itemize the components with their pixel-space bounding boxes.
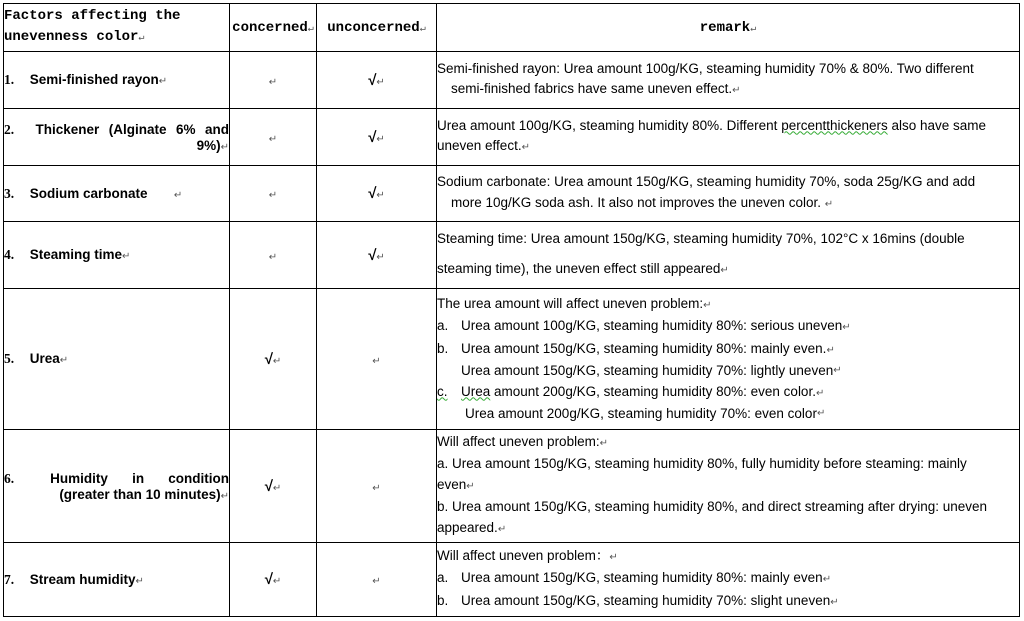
remark-line: more 10g/KG soda ash. It also not improves the uneven color. ↵ <box>451 194 834 210</box>
remark-line: semi-finished fabrics have same uneven effect.↵ <box>451 81 741 96</box>
remark-cell <box>437 109 1020 166</box>
table-row <box>4 289 1020 430</box>
factor-cell: 3. Sodium carbonate ↵ <box>4 166 230 222</box>
header-remark: remark↵ <box>437 4 1020 52</box>
factor-line: 9%)↵ <box>196 137 229 153</box>
header-factor: Factors affecting the unevenness color↵ <box>4 4 230 52</box>
remark-cell <box>437 52 1020 109</box>
header-unconcerned: unconcerned↵ <box>317 4 437 52</box>
factor-line: 6. Humidity in condition <box>4 470 229 486</box>
factor-cell <box>4 430 230 543</box>
table-row <box>4 222 1020 289</box>
factor-cell: 5. Urea↵ <box>4 289 230 430</box>
list-item: a. Urea amount 100g/KG, steaming humidity 80%: serious uneven↵ <box>437 318 851 333</box>
remark-line: Urea amount 100g/KG, steaming humidity 80%. Different percentthickeners also have same <box>437 117 987 133</box>
remark-line: Sodium carbonate: Urea amount 150g/KG, steaming humidity 70%, soda 25g/KG and add <box>437 174 976 189</box>
remark-cell <box>437 166 1020 222</box>
factor-cell: 1. Semi-finished rayon↵ <box>4 52 230 109</box>
factor-line: (greater than 10 minutes)↵ <box>59 486 229 502</box>
remark-line: Will affect uneven problem:↵ <box>437 433 608 449</box>
unconcerned-cell: ↵ <box>317 543 437 617</box>
table-row <box>4 543 1020 617</box>
table-row <box>4 52 1020 109</box>
concerned-cell: ↵ <box>230 109 317 166</box>
remark-line: The urea amount will affect uneven problem:↵ <box>437 295 712 311</box>
unconcerned-cell: √↵ <box>317 166 437 222</box>
list-item: b. Urea amount 150g/KG, steaming humidity 80%: mainly even.↵ <box>437 340 835 356</box>
remark-line: Will affect uneven problem：↵ <box>437 547 618 563</box>
unconcerned-cell: ↵ <box>317 289 437 430</box>
factor-cell: 4. Steaming time↵ <box>4 222 230 289</box>
unconcerned-cell: ↵ <box>317 430 437 543</box>
remark-line: Steaming time: Urea amount 150g/KG, steaming humidity 70%, 102°C x 16mins (double <box>437 231 965 246</box>
remark-line: b. Urea amount 150g/KG, steaming humidity 80%, and direct streaming after drying: uneven <box>437 499 988 515</box>
table-row <box>4 430 1020 543</box>
unconcerned-cell: √↵ <box>317 222 437 289</box>
list-item: Urea amount 150g/KG, steaming humidity 70%: lightly uneven ↵ <box>461 363 842 378</box>
header-concerned: concerned↵ <box>230 4 317 52</box>
factor-cell: 7. Stream humidity↵ <box>4 543 230 617</box>
factors-table <box>3 3 1020 617</box>
remark-cell <box>437 289 1020 430</box>
list-item: b. Urea amount 150g/KG, steaming humidity 70%: slight uneven↵ <box>437 592 839 608</box>
concerned-cell: √↵ <box>230 543 317 617</box>
list-item: c. Urea amount 200g/KG, steaming humidity 80%: even color.↵ <box>437 383 825 399</box>
factor-cell <box>4 109 230 166</box>
unconcerned-cell: √↵ <box>317 52 437 109</box>
remark-line: steaming time), the uneven effect still appeared↵ <box>437 261 729 276</box>
list-item: a. Urea amount 150g/KG, steaming humidity 80%: mainly even↵ <box>437 570 832 586</box>
concerned-cell: ↵ <box>230 166 317 222</box>
remark-line: a. Urea amount 150g/KG, steaming humidity 80%, fully humidity before steaming: mainly <box>437 456 967 472</box>
remark-line: even↵ <box>437 476 475 492</box>
factor-line: 2. Thickener (Alginate 6% and <box>4 121 229 137</box>
remark-cell <box>437 222 1020 289</box>
remark-line: appeared.↵ <box>437 519 507 535</box>
concerned-cell: √↵ <box>230 289 317 430</box>
table-row <box>4 109 1020 166</box>
remark-line: Semi-finished rayon: Urea amount 100g/KG, steaming humidity 70% & 80%. Two different <box>437 60 974 76</box>
remark-cell <box>437 430 1020 543</box>
table-row <box>4 166 1020 222</box>
concerned-cell: √↵ <box>230 430 317 543</box>
unconcerned-cell: √↵ <box>317 109 437 166</box>
concerned-cell: ↵ <box>230 222 317 289</box>
list-item: Urea amount 200g/KG, steaming humidity 70%: even color ↵ <box>465 406 826 421</box>
remark-line: uneven effect.↵ <box>437 138 530 153</box>
header-row <box>4 4 1020 52</box>
concerned-cell: ↵ <box>230 52 317 109</box>
remark-cell <box>437 543 1020 617</box>
